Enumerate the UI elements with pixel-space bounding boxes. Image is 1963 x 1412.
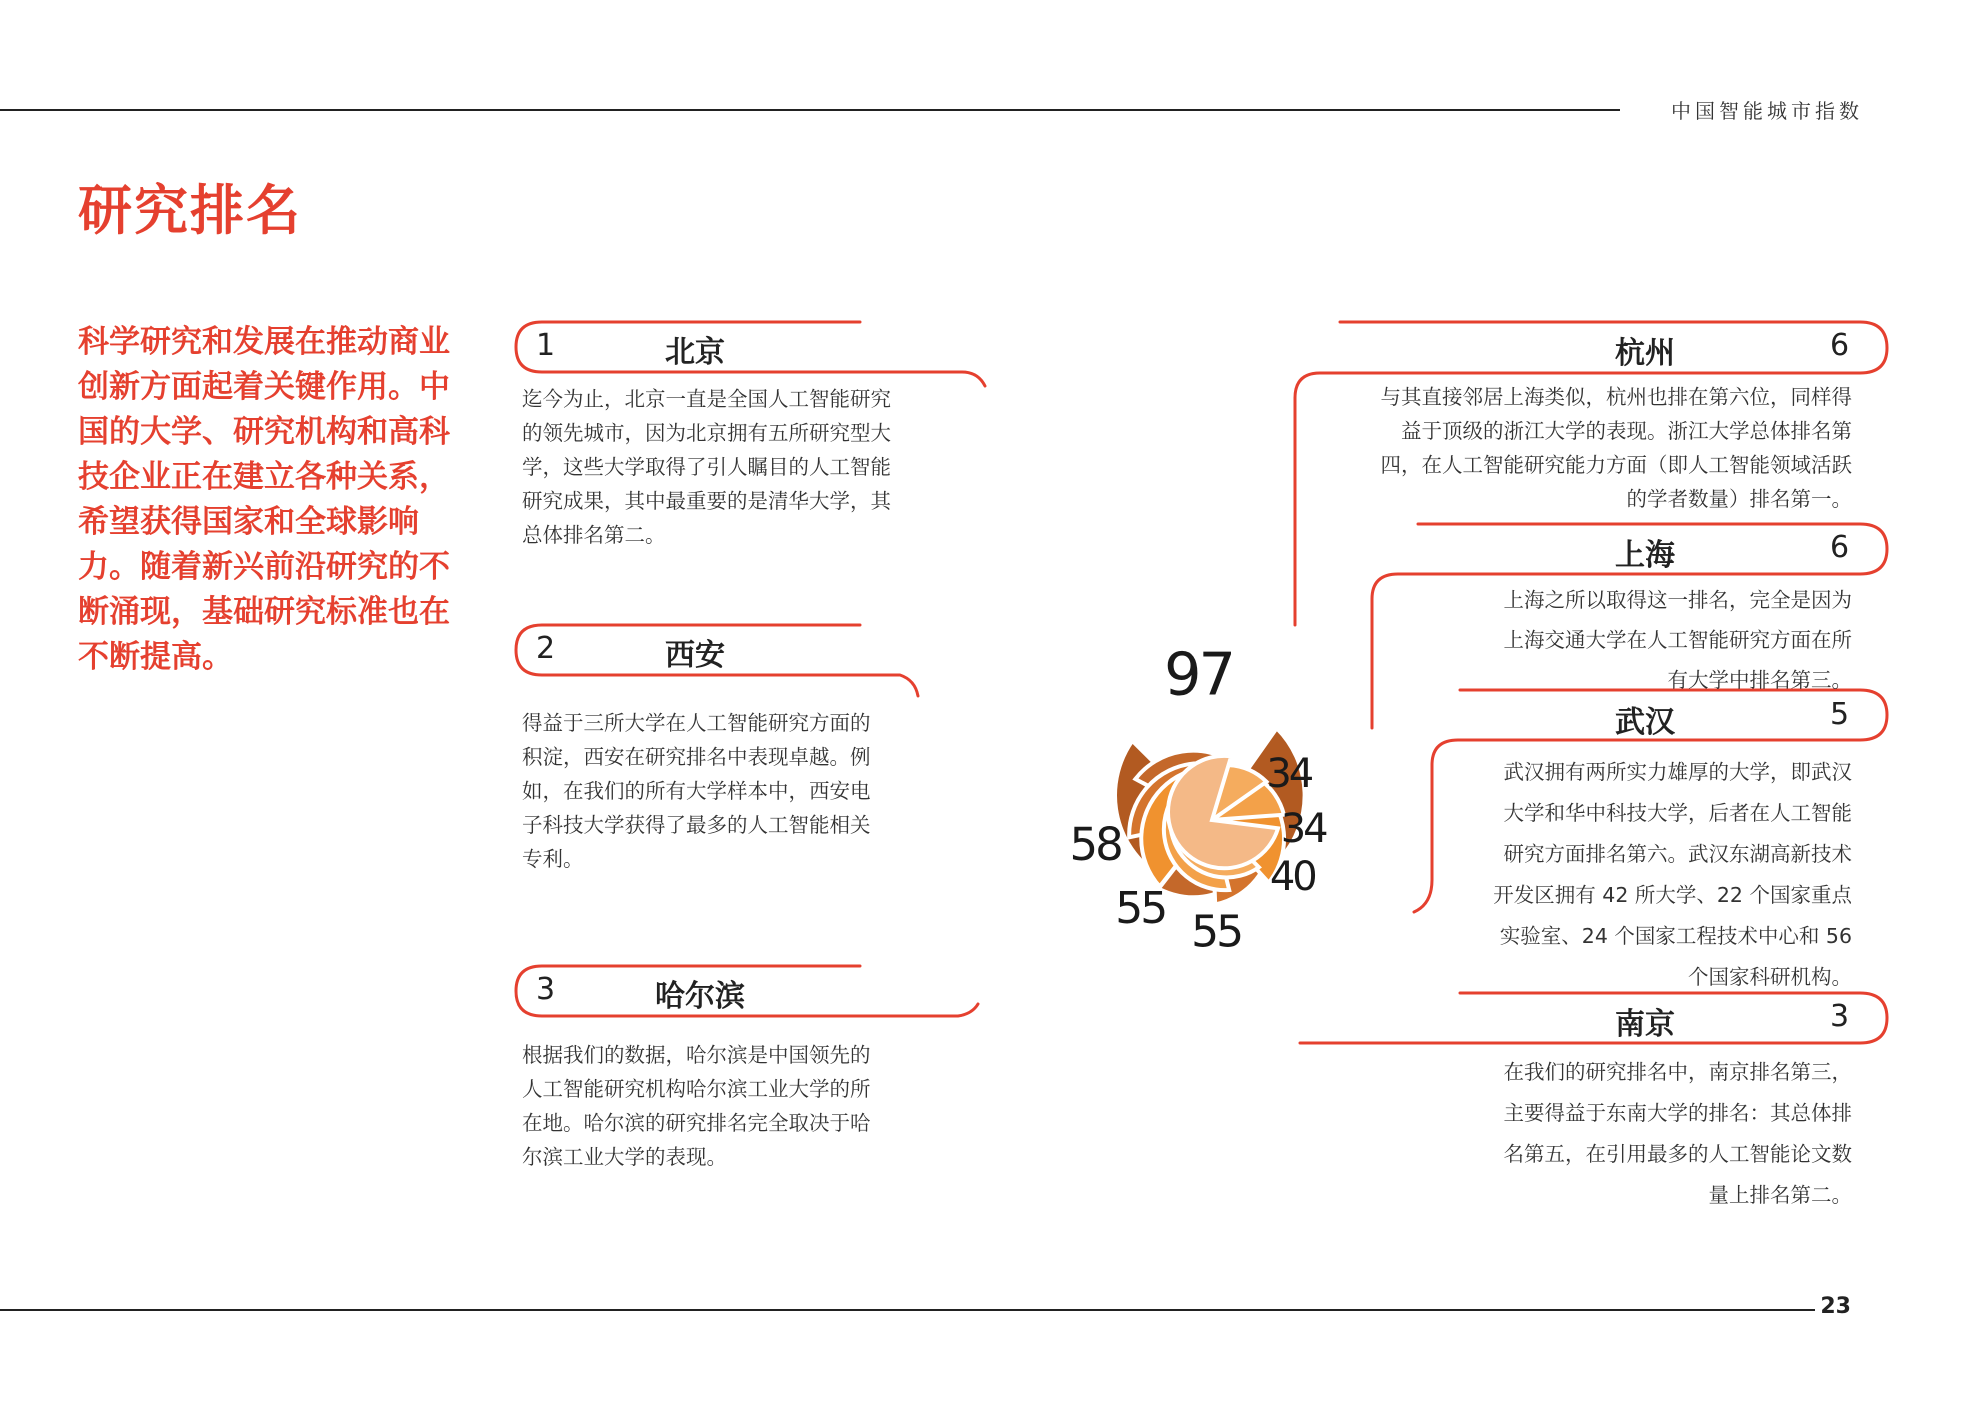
shanghai-name: 上海 <box>1615 538 1675 573</box>
footer-rule <box>0 1309 1815 1311</box>
harbin-callout <box>516 966 978 1016</box>
page-number: 23 <box>1820 1294 1851 1319</box>
petal-label-wuhan: 40 <box>1269 853 1315 900</box>
page-heading: 研究排名 <box>78 179 302 242</box>
beijing-description: 迄今为止，北京一直是全国人工智能研究的领先城市，因为北京拥有五所研究型大学，这些大学取得了引人瞩目的人工智能研究成果，其中最重要的是清华大学，其总体排名第二。 <box>522 387 891 547</box>
xian-rank: 2 <box>536 631 556 666</box>
hangzhou-name: 杭州 <box>1615 336 1675 371</box>
petal-label-hangzhou: 34 <box>1266 751 1312 797</box>
petal-label-harbin: 55 <box>1115 883 1166 935</box>
beijing-rank: 1 <box>536 328 556 363</box>
nanjing-callout <box>1300 993 1887 1043</box>
intro-text: 科学研究和发展在推动商业创新方面起着关键作用。中国的大学、研究机构和高科技企业正在建立各种关系，希望获得国家和全球影响力。随着新兴前沿研究的不断涌现，基础研究标准也在不断提高。 <box>78 324 450 675</box>
hangzhou-rank: 6 <box>1830 328 1850 363</box>
shanghai-rank: 6 <box>1830 530 1850 565</box>
wuhan-rank: 5 <box>1830 697 1850 732</box>
harbin-rank: 3 <box>536 972 556 1007</box>
petal-label-beijing: 97 <box>1163 639 1234 709</box>
petal-label-shanghai: 34 <box>1280 806 1326 852</box>
petal-label-xian: 58 <box>1069 818 1121 871</box>
report-title: 中国智能城市指数 <box>1671 99 1863 123</box>
harbin-description: 根据我们的数据，哈尔滨是中国领先的人工智能研究机构哈尔滨工业大学的所在地。哈尔滨的研究排名完全取决于哈尔滨工业大学的表现。 <box>522 1043 871 1169</box>
nanjing-description: 在我们的研究排名中，南京排名第三，主要得益于东南大学的排名：其总体排名第五，在引用最多的人工智能论文数量上排名第二。 <box>1503 1060 1852 1207</box>
hangzhou-description: 与其直接邻居上海类似，杭州也排在第六位，同样得益于顶级的浙江大学的表现。浙江大学总体排名第四，在人工智能研究能力方面（即人工智能领域活跃的学者数量）排名第一。 <box>1380 385 1852 511</box>
beijing-callout <box>516 322 985 386</box>
wuhan-description: 武汉拥有两所实力雄厚的大学，即武汉大学和华中科技大学，后者在人工智能研究方面排名第六。武汉东湖高新技术开发区拥有 42 所大学、22 个国家重点实验室、24 个国家工程技术中心和 56 个国家科研机构。 <box>1493 760 1852 989</box>
beijing-name: 北京 <box>665 335 725 370</box>
xian-name: 西安 <box>665 638 725 673</box>
wuhan-name: 武汉 <box>1615 705 1675 740</box>
petal-label-nanjing: 55 <box>1191 906 1242 958</box>
shanghai-description: 上海之所以取得这一排名，完全是因为上海交通大学在人工智能研究方面在所有大学中排名第三。 <box>1503 588 1852 692</box>
nanjing-name: 南京 <box>1615 1007 1675 1042</box>
xian-description: 得益于三所大学在人工智能研究方面的积淀，西安在研究排名中表现卓越。例如，在我们的所有大学样本中，西安电子科技大学获得了最多的人工智能相关专利。 <box>522 711 871 871</box>
harbin-name: 哈尔滨 <box>655 979 745 1014</box>
nanjing-rank: 3 <box>1830 999 1850 1034</box>
